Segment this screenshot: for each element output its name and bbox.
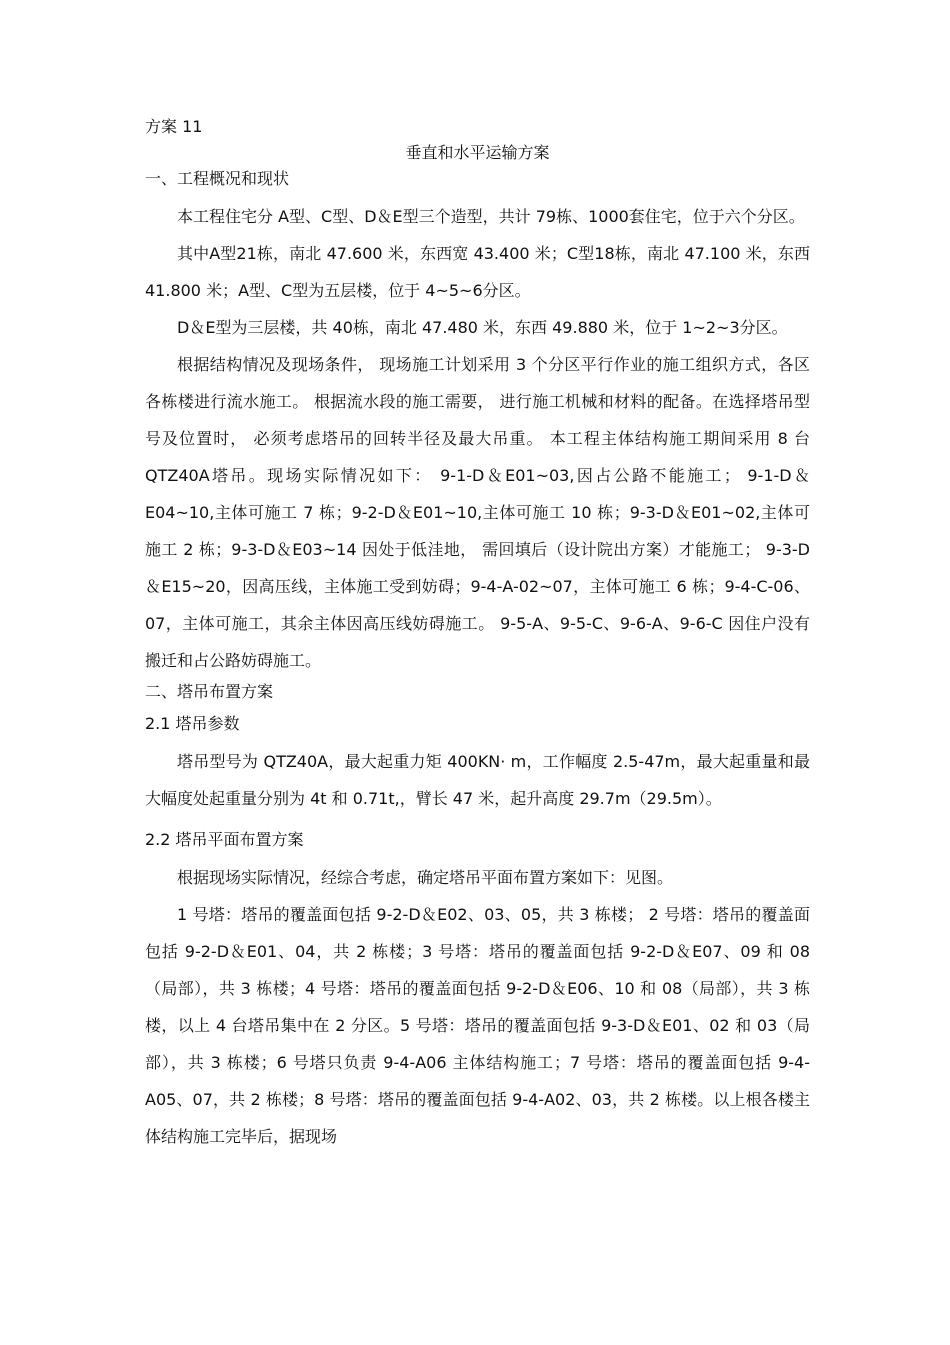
subsection-2-1-paragraph: 塔吊型号为 QTZ40A，最大起重力矩 400KN· m，工作幅度 2.5-47m，最大起重量和最大幅度处起重量分别为 4t 和 0.71t,，臂长 47 米，起升高度 29.7m（29.5m）。 xyxy=(145,752,810,808)
section-2-heading: 二、塔吊布置方案 xyxy=(145,682,274,701)
subsection-2-2-paragraph-2: 1 号塔：塔吊的覆盖面包括 9-2-D＆E02、03、05，共 3 栋楼； 2 号塔：塔吊的覆盖面包括 9-2-D＆E01、04，共 2 栋楼；3 号塔：塔吊的覆盖面包括 9-2-D＆E07、09 和 08（局部），共 3 栋楼；4 号塔：塔吊的覆盖面包括 9-2-D＆E06、10 和 08（局部），共 3 栋楼，以上 4 台塔吊集中在 2 分区。5 号塔：塔吊的覆盖面包括 9-3-D＆E01、02 和 03（局部），共 3 栋楼；6 号塔只负责 9-4-A06 主体结构施工；7 号塔：塔吊的覆盖面包括 9-4-A05、07，共 2 栋楼；8 号塔：塔吊的覆盖面包括 9-4-A02、03，共 2 栋楼。以上根各楼主体结构施工完毕后，据现场 xyxy=(145,905,810,1146)
document-body xyxy=(145,114,810,1155)
section-1-paragraph-3: D＆E型为三层楼，共 40栋，南北 47.480 米，东西 49.880 米，位于 1~2~3分区。 xyxy=(177,318,788,337)
section-1-paragraph-2: 其中A型21栋，南北 47.600 米，东西宽 43.400 米；C型18栋，南北 47.100 米，东西41.800 米；A型、C型为五层楼，位于 4~5~6分区。 xyxy=(145,244,810,300)
section-1-heading: 一、工程概况和现状 xyxy=(145,169,290,188)
spacer xyxy=(145,817,810,827)
subsection-2-2-paragraph-1: 根据现场实际情况，经综合考虑，确定塔吊平面布置方案如下：见图。 xyxy=(177,868,674,887)
section-1-paragraph-1: 本工程住宅分 A型、C型、D＆E型三个造型，共计 79栋、1000套住宅，位于六个分区。 xyxy=(177,207,805,226)
section-1-paragraph-4: 根据结构情况及现场条件， 现场施工计划采用 3 个分区平行作业的施工组织方式，各区各栋楼进行流水施工。 根据流水段的施工需要， 进行施工机械和材料的配备。在选择塔吊型号及位置时， 必须考虑塔吊的回转半径及最大吊重。 本工程主体结构施工期间采用 8 台 QTZ40A塔吊。现场实际情况如下： 9-1-D＆E01~03,因占公路不能施工； 9-1-D＆E04~10,主体可施工 7 栋；9-2-D＆E01~10,主体可施工 10 栋；9-3-D＆E01~02,主体可施工 2 栋；9-3-D＆E03~14 因处于低洼地， 需回填后（设计院出方案）才能施工； 9-3-D＆E15~20，因高压线，主体施工受到妨碍；9-4-A-02~07，主体可施工 6 栋；9-4-C-06、07，主体可施工，其余主体因高压线妨碍施工。 9-5-A、9-5-C、9-6-A、9-6-C 因住户没有搬迁和占公路妨碍施工。 xyxy=(145,355,810,670)
scheme-label: 方案 11 xyxy=(145,117,203,136)
subsection-2-1-heading: 2.1 塔吊参数 xyxy=(145,714,240,733)
document-title: 垂直和水平运输方案 xyxy=(405,143,550,162)
subsection-2-2-heading: 2.2 塔吊平面布置方案 xyxy=(145,830,304,849)
